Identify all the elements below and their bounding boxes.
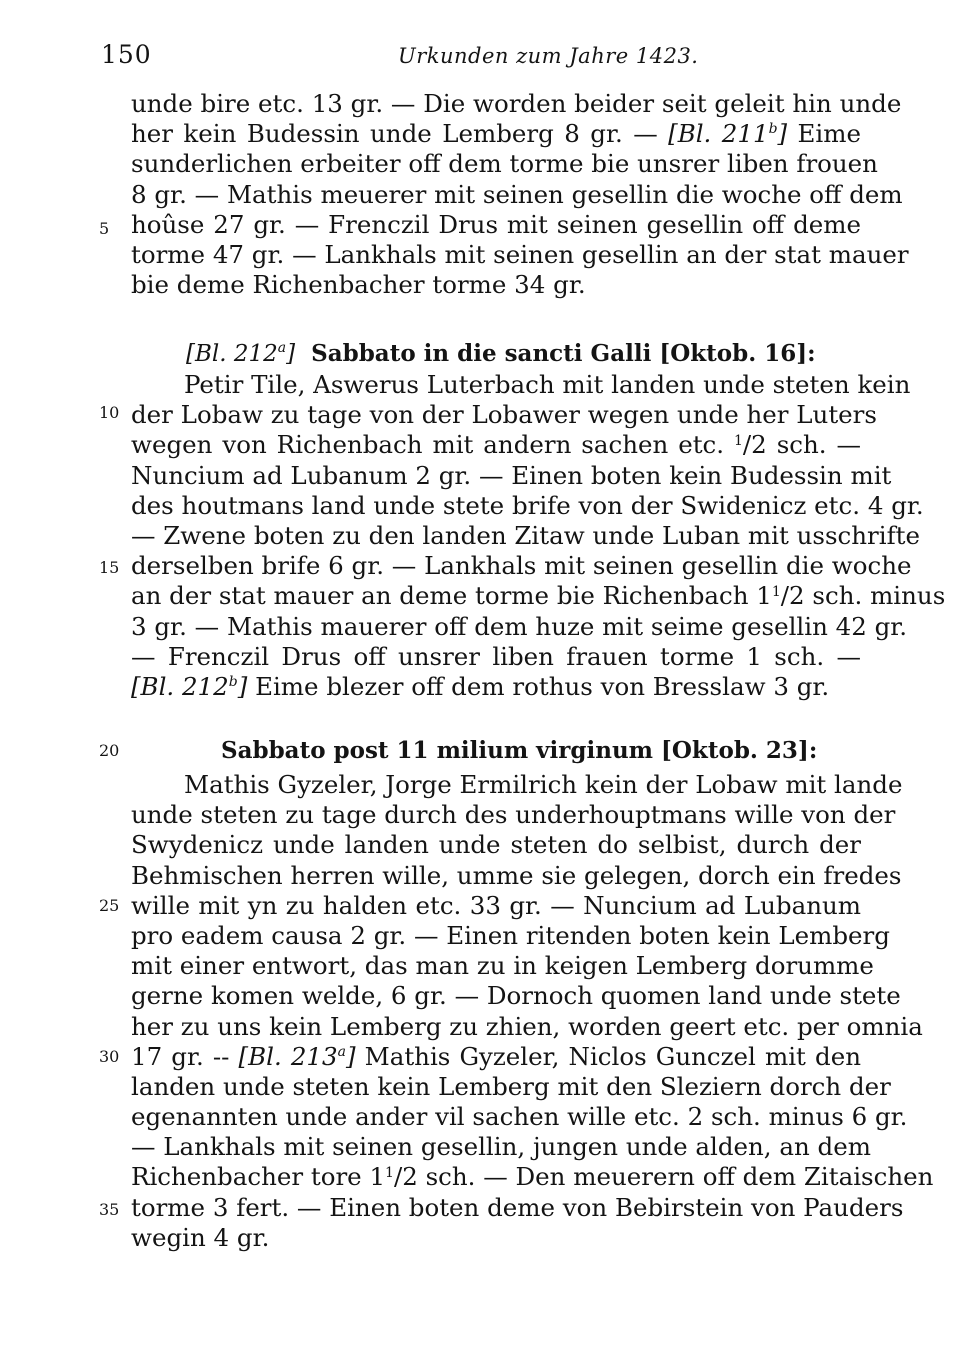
margin-line-number: 15	[99, 558, 120, 577]
text-line: derselben brife 6 gr. — Lankhals mit seinen gesellin die woche	[131, 551, 912, 581]
text-line	[131, 1162, 934, 1192]
text-line: — Zwene boten zu den landen Zitaw unde Luban mit usschrifte	[131, 520, 920, 550]
text-line: pro eadem causa 2 gr. — Einen ritenden boten kein Lemberg	[131, 920, 890, 950]
text-line: unde steten zu tage durch des underhouptmans wille von der	[131, 800, 896, 830]
folio-side: b	[228, 673, 238, 690]
folio-marker-text: [Bl. 211	[668, 119, 769, 149]
text-line	[131, 119, 861, 149]
text-segment: /2 sch. minus	[780, 581, 946, 611]
paragraph-continuation	[131, 89, 909, 300]
folio-marker-close: ]	[237, 671, 248, 701]
text-line: torme 47 gr. — Lankhals mit seinen gesellin an der stat mauer	[131, 239, 909, 269]
folio-marker-text: [Bl. 212	[131, 671, 229, 701]
folio-marker-close: ]	[286, 341, 296, 367]
text-line: hoûse 27 gr. — Frenczil Drus mit seinen gesellin off deme	[131, 209, 861, 239]
margin-line-number: 30	[99, 1047, 120, 1066]
text-line: Behmischen herren wille, umme sie gelegen, dorch ein fredes	[131, 860, 902, 890]
folio-marker	[131, 672, 247, 701]
text-line: — Frenczil Drus off unsrer liben frauen torme 1 sch. —	[131, 641, 861, 671]
text-line: sunderlichen erbeiter off dem torme bie unsrer liben frouen	[131, 149, 878, 179]
text-line: gerne komen welde, 6 gr. — Dornoch quomen land unde stete	[131, 981, 901, 1011]
folio-marker	[668, 119, 787, 148]
text-line: des houtmans land unde stete brife von der Swidenicz etc. 4 gr.	[131, 490, 924, 520]
text-line	[131, 581, 946, 611]
text-segment: an der stat mauer an deme torme bie Richenbach 1	[131, 581, 772, 611]
folio-marker	[239, 1042, 356, 1071]
text-line: wille mit yn zu halden etc. 33 gr. — Nuncium ad Lubanum	[131, 890, 861, 920]
text-line: landen unde steten kein Lemberg mit den Sleziern dorch der	[131, 1071, 891, 1101]
text-line: 3 gr. — Mathis mauerer off dem huze mit seime gesellin 42 gr.	[131, 611, 908, 641]
running-head: Urkunden zum Jahre 1423.	[398, 44, 699, 68]
section-heading-line	[186, 338, 866, 370]
text-segment: Richenbacher tore 1	[131, 1162, 386, 1192]
text-segment: 17 gr. --	[131, 1041, 230, 1071]
text-line: Swydenicz unde landen unde steten do selbist, durch der	[131, 830, 861, 860]
text-line: 8 gr. — Mathis meuerer mit seinen gesellin die woche off dem	[131, 179, 903, 209]
fraction-numerator: 1	[385, 1165, 394, 1182]
section-title: Sabbato in die sancti Galli [Oktob. 16]:	[311, 340, 816, 367]
folio-side: a	[277, 340, 287, 356]
text-segment: Mathis Gyzeler, Niclos Gunczel mit den	[355, 1041, 861, 1071]
fraction-numerator: 1	[734, 433, 743, 450]
text-line: egenannten unde ander vil sachen wille etc. 2 sch. minus 6 gr.	[131, 1102, 908, 1132]
text-segment: Eime blezer off dem rothus von Bresslaw 3 gr.	[255, 671, 830, 701]
section-heading	[186, 338, 866, 370]
text-segment: /2 sch. — Den meuerern off dem Zitaischen	[393, 1162, 934, 1192]
section-title: Sabbato post 11 milium virginum [Oktob. 23]:	[221, 737, 818, 764]
margin-line-number: 10	[99, 403, 120, 422]
text-line: bie deme Richenbacher torme 34 gr.	[131, 270, 586, 300]
text-line: wegin 4 gr.	[131, 1222, 270, 1252]
margin-line-number: 20	[99, 741, 120, 760]
text-line: her zu uns kein Lemberg zu zhien, worden geert etc. per omnia	[131, 1011, 923, 1041]
entry-paragraph	[131, 770, 934, 1253]
folio-marker-close: ]	[777, 119, 788, 149]
text-line: der Lobaw zu tage von der Lobawer wegen unde her Luters	[131, 400, 877, 430]
folio-marker-text: [Bl. 213	[238, 1041, 338, 1071]
folio-marker-close: ]	[345, 1041, 356, 1071]
text-segment: wegen von Richenbach mit andern sachen etc.	[131, 430, 725, 460]
text-line: mit einer entwort, das man zu in keigen Lemberg dorumme	[131, 951, 874, 981]
text-segment: her kein Budessin unde Lemberg 8 gr. —	[131, 119, 658, 149]
folio-side: a	[337, 1043, 346, 1060]
text-segment: Eime	[787, 119, 861, 149]
margin-line-number: 25	[99, 896, 120, 915]
text-line: Petir Tile, Aswerus Luterbach mit landen unde steten kein	[184, 370, 911, 399]
folio-marker	[186, 341, 295, 367]
page-number: 150	[101, 40, 152, 69]
margin-line-number: 5	[99, 219, 110, 238]
text-line: Mathis Gyzeler, Jorge Ermilrich kein der Lobaw mit lande	[184, 770, 903, 799]
entry-paragraph	[131, 370, 946, 702]
section-heading	[221, 735, 861, 767]
text-line: Nuncium ad Lubanum 2 gr. — Einen boten kein Budessin mit	[131, 460, 892, 490]
folio-side: b	[768, 121, 778, 138]
text-line: unde bire etc. 13 gr. — Die worden beider seit geleit hin unde	[131, 89, 902, 118]
fraction-numerator: 1	[771, 584, 781, 601]
text-line: — Lankhals mit seinen gesellin, jungen unde alden, an dem	[131, 1132, 871, 1162]
text-line	[131, 1042, 861, 1072]
text-line	[131, 430, 861, 460]
text-line: torme 3 fert. — Einen boten deme von Bebirstein von Pauders	[131, 1192, 904, 1222]
page-header	[0, 36, 960, 76]
folio-marker-text: [Bl. 212	[186, 341, 278, 367]
text-segment: /2 sch. —	[742, 430, 861, 460]
margin-line-number: 35	[99, 1200, 120, 1219]
text-line	[131, 672, 861, 702]
